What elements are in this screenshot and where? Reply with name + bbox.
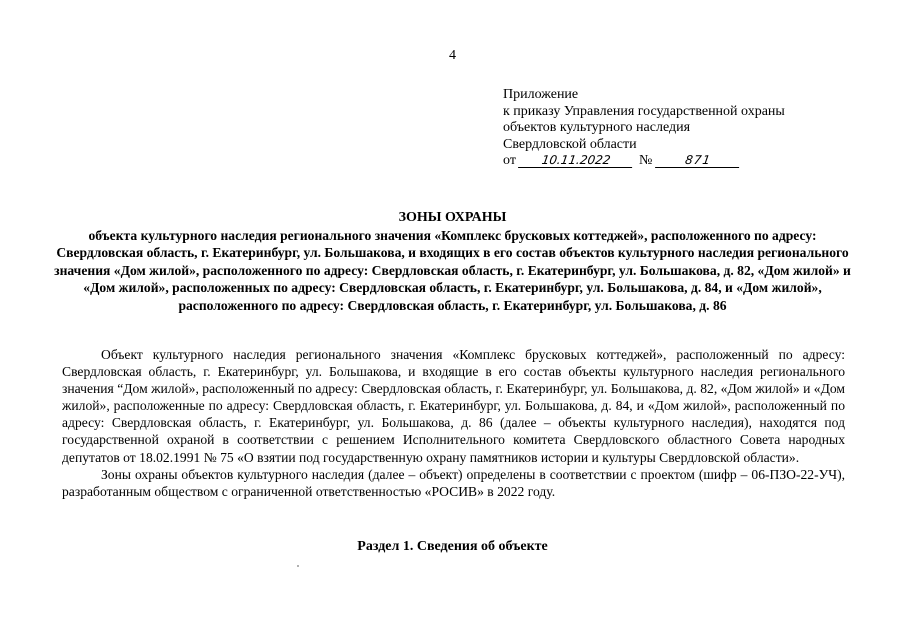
number-label: № [638, 153, 653, 168]
appendix-line-3: объектов культурного наследия [503, 120, 691, 135]
appendix-line-4: Свердловской области [503, 136, 637, 152]
body-paragraph-1: Объект культурного наследия регионального значения «Комплекс брусковых коттеджей», расположенный по адресу: Свердловская область, г. Екатеринбург, ул. Большакова, и входящие в его состав объекты культурного наследия регионального значения “Дом жилой», расположенный по адресу: Свердловская область, г. Екатеринбург, ул. Большакова, д. 82, «Дом жилой» и «Дом жилой», расположенные по адресу: Свердловская область, г. Екатеринбург, ул. Большакова, д. 84, и «Дом жилой», расположенный по адресу: Свердловская область, г. Екатеринбург, ул. Большакова, д. 86 (далее – объекты культурного наследия), находятся под государственной охраной в соответствии с решением Исполнительного комитета Свердловского областного Совета народных депутатов от 18.02.1991 № 75 «О взятии под государственную охрану памятников истории и культуры Свердловской области». [62, 347, 845, 465]
appendix-line-1: Приложение [503, 87, 579, 102]
handwritten-number: 871 [655, 154, 741, 168]
document-title-block [45, 209, 860, 314]
document-body [62, 346, 845, 500]
appendix-line-2: к приказу Управления государственной охраны [503, 103, 785, 119]
document-subtitle: объекта культурного наследия регионального значения «Комплекс брусковых коттеджей», расположенного по адресу: Свердловская область, г. Екатеринбург, ул. Большакова, и входящих в его состав объектов культурного наследия регионального значения «Дом жилой», расположенного по адресу: Свердловская область, г. Екатеринбург, ул. Большакова, д. 82, «Дом жилой» и «Дом жилой», расположенных по адресу: Свердловская область, г. Екатеринбург, ул. Большакова, д. 84, и «Дом жилой», расположенного по адресу: Свердловская область, г. Екатеринбург, ул. Большакова, д. 86 [54, 227, 851, 313]
handwritten-date: 10.11.2022 [518, 154, 634, 168]
appendix-block [503, 87, 873, 170]
page-number: 4 [449, 48, 456, 63]
document-heading: ЗОНЫ ОХРАНЫ [398, 210, 507, 225]
appendix-date-number-line [503, 153, 873, 170]
stray-mark [297, 565, 299, 567]
section-title: Раздел 1. Сведения об объекте [357, 539, 548, 554]
from-label: от [503, 153, 516, 168]
body-paragraph-2: Зоны охраны объектов культурного наследия (далее – объект) определены в соответствии с проектом (шифр – 06-ПЗО-22-УЧ), разработанным обществом с ограниченной ответственностью «РОСИВ» в 2022 году. [62, 466, 845, 499]
